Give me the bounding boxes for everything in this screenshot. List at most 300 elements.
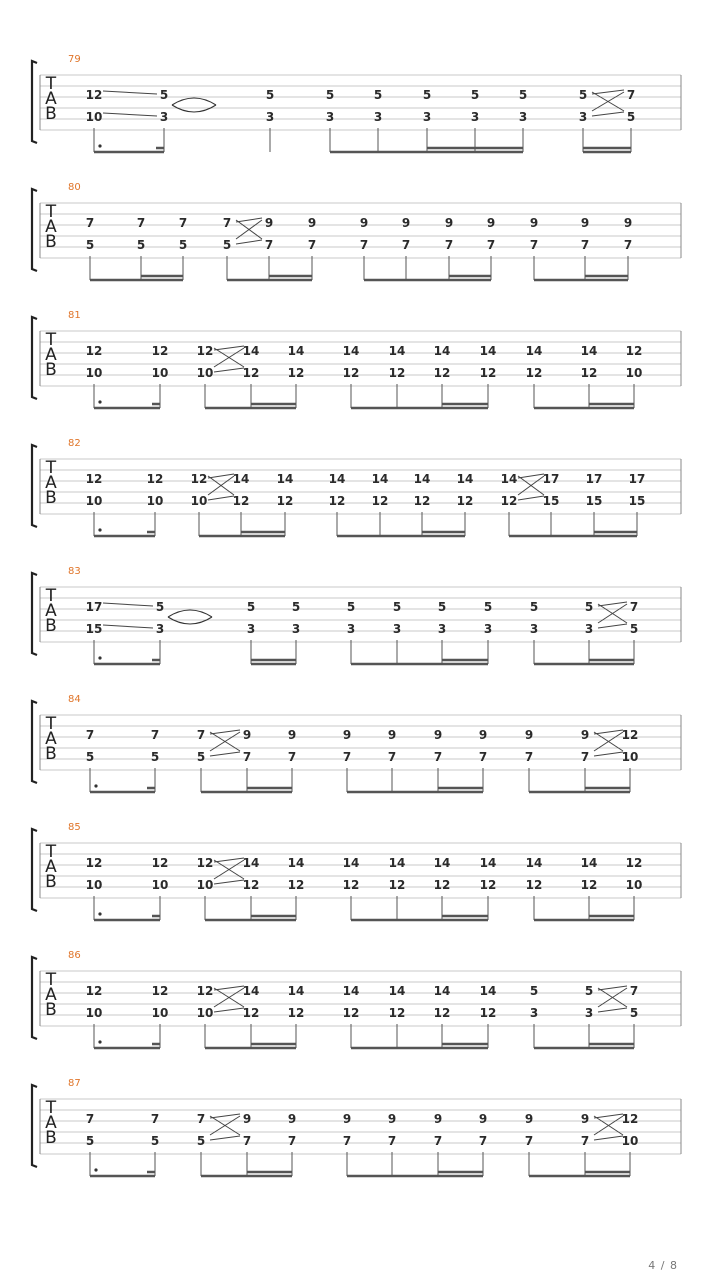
- fret-number: 7: [486, 238, 496, 252]
- fret-number: 12: [456, 494, 474, 508]
- fret-number: 9: [478, 1112, 488, 1126]
- fret-number: 17: [585, 472, 603, 486]
- fret-number: 12: [479, 878, 497, 892]
- system-bracket: [32, 829, 37, 911]
- fret-number: 5: [483, 600, 493, 614]
- slide-line: [592, 112, 624, 116]
- fret-number: 9: [433, 728, 443, 742]
- fret-number: 12: [388, 878, 406, 892]
- fret-number: 5: [196, 1134, 206, 1148]
- measure-number: 86: [68, 950, 81, 961]
- fret-number: 9: [433, 1112, 443, 1126]
- fret-number: 7: [387, 750, 397, 764]
- fret-number: 12: [621, 1112, 639, 1126]
- fret-number: 7: [85, 1112, 95, 1126]
- fret-number: 12: [196, 984, 214, 998]
- fret-number: 5: [150, 750, 160, 764]
- measure-number: 87: [68, 1078, 81, 1089]
- fret-number: 9: [580, 1112, 590, 1126]
- fret-number: 12: [433, 878, 451, 892]
- tie-arc: [172, 98, 216, 105]
- fret-number: 5: [437, 600, 447, 614]
- fret-number: 7: [222, 216, 232, 230]
- measure-number: 81: [68, 310, 81, 321]
- fret-number: 12: [287, 878, 305, 892]
- fret-number: 17: [542, 472, 560, 486]
- fret-number: 9: [307, 216, 317, 230]
- fret-number: 14: [328, 472, 346, 486]
- fret-number: 5: [518, 88, 528, 102]
- fret-number: 14: [242, 344, 260, 358]
- fret-number: 17: [85, 600, 103, 614]
- fret-number: 5: [265, 88, 275, 102]
- tab-clef-letter: B: [45, 360, 57, 380]
- tab-clef-letter: A: [45, 473, 57, 493]
- fret-number: 12: [580, 878, 598, 892]
- fret-number: 7: [529, 238, 539, 252]
- system-bracket: [32, 189, 37, 271]
- slide-line: [594, 1114, 623, 1118]
- fret-number: 12: [342, 878, 360, 892]
- tab-clef-letter: A: [45, 345, 57, 365]
- fret-number: 5: [373, 88, 383, 102]
- fret-number: 3: [437, 622, 447, 636]
- fret-number: 9: [478, 728, 488, 742]
- slide-line: [592, 90, 624, 94]
- fret-number: 9: [342, 728, 352, 742]
- measure-number: 82: [68, 438, 81, 449]
- fret-number: 7: [580, 1134, 590, 1148]
- system-bracket: [32, 317, 37, 399]
- fret-number: 14: [388, 984, 406, 998]
- tab-clef-letter: B: [45, 1128, 57, 1148]
- fret-number: 3: [265, 110, 275, 124]
- fret-number: 12: [580, 366, 598, 380]
- fret-number: 7: [580, 238, 590, 252]
- fret-number: 3: [578, 110, 588, 124]
- fret-number: 5: [85, 750, 95, 764]
- fret-number: 12: [479, 1006, 497, 1020]
- fret-number: 12: [328, 494, 346, 508]
- tab-clef-letter: A: [45, 729, 57, 749]
- fret-number: 3: [325, 110, 335, 124]
- dot: [98, 400, 101, 403]
- slide-line: [103, 603, 153, 606]
- tab-clef-letter: T: [45, 74, 57, 94]
- fret-number: 14: [433, 856, 451, 870]
- slide-line: [594, 752, 623, 756]
- tab-clef-letter: B: [45, 744, 57, 764]
- tab-clef-letter: A: [45, 1113, 57, 1133]
- fret-number: 5: [85, 238, 95, 252]
- tab-clef-letter: T: [45, 1098, 57, 1118]
- fret-number: 10: [190, 494, 208, 508]
- fret-number: 5: [422, 88, 432, 102]
- slide-line: [103, 113, 157, 116]
- fret-number: 12: [413, 494, 431, 508]
- fret-number: 5: [584, 600, 594, 614]
- slide-line: [518, 474, 544, 478]
- system-bracket: [32, 701, 37, 783]
- fret-number: 5: [155, 600, 165, 614]
- fret-number: 9: [287, 1112, 297, 1126]
- fret-number: 14: [433, 984, 451, 998]
- slide-line: [210, 1136, 240, 1140]
- fret-number: 7: [629, 984, 639, 998]
- tab-clef-letter: B: [45, 872, 57, 892]
- fret-number: 12: [625, 344, 643, 358]
- fret-number: 5: [178, 238, 188, 252]
- fret-number: 3: [584, 622, 594, 636]
- fret-number: 12: [85, 344, 103, 358]
- measure-number: 83: [68, 566, 81, 577]
- fret-number: 14: [413, 472, 431, 486]
- slide-line: [594, 1136, 623, 1140]
- dot: [98, 144, 101, 147]
- fret-number: 15: [628, 494, 646, 508]
- fret-number: 9: [401, 216, 411, 230]
- dot: [94, 1168, 97, 1171]
- slide-line: [103, 91, 157, 94]
- slide-line: [214, 858, 244, 862]
- fret-number: 7: [264, 238, 274, 252]
- fret-number: 9: [524, 728, 534, 742]
- fret-number: 7: [242, 1134, 252, 1148]
- fret-number: 12: [625, 856, 643, 870]
- fret-number: 5: [246, 600, 256, 614]
- slide-line: [214, 368, 244, 372]
- fret-number: 9: [529, 216, 539, 230]
- fret-number: 9: [359, 216, 369, 230]
- fret-number: 7: [196, 1112, 206, 1126]
- fret-number: 10: [85, 494, 103, 508]
- tab-system: [32, 310, 681, 408]
- fret-number: 5: [584, 984, 594, 998]
- fret-number: 17: [628, 472, 646, 486]
- fret-number: 7: [478, 1134, 488, 1148]
- slide-line: [598, 624, 627, 628]
- tab-clef-letter: B: [45, 488, 57, 508]
- measure-number: 85: [68, 822, 81, 833]
- fret-number: 14: [388, 856, 406, 870]
- fret-number: 5: [392, 600, 402, 614]
- fret-number: 7: [626, 88, 636, 102]
- fret-number: 3: [470, 110, 480, 124]
- dot: [98, 912, 101, 915]
- fret-number: 7: [524, 750, 534, 764]
- fret-number: 10: [85, 110, 103, 124]
- fret-number: 3: [529, 622, 539, 636]
- fret-number: 5: [196, 750, 206, 764]
- fret-number: 7: [307, 238, 317, 252]
- fret-number: 7: [623, 238, 633, 252]
- fret-number: 7: [85, 216, 95, 230]
- fret-number: 7: [178, 216, 188, 230]
- fret-number: 9: [524, 1112, 534, 1126]
- fret-number: 10: [196, 366, 214, 380]
- fret-number: 12: [287, 1006, 305, 1020]
- fret-number: 5: [529, 600, 539, 614]
- tab-clef-letter: T: [45, 714, 57, 734]
- fret-number: 14: [433, 344, 451, 358]
- fret-number: 7: [342, 1134, 352, 1148]
- fret-number: 10: [85, 366, 103, 380]
- fret-number: 14: [287, 984, 305, 998]
- fret-number: 10: [621, 1134, 639, 1148]
- fret-number: 12: [85, 984, 103, 998]
- system-bracket: [32, 573, 37, 655]
- fret-number: 7: [433, 1134, 443, 1148]
- fret-number: 7: [136, 216, 146, 230]
- fret-number: 12: [525, 366, 543, 380]
- tab-clef-letter: T: [45, 330, 57, 350]
- tab-clef-letter: B: [45, 616, 57, 636]
- fret-number: 5: [150, 1134, 160, 1148]
- fret-number: 12: [85, 88, 103, 102]
- tab-clef-letter: B: [45, 1000, 57, 1020]
- fret-number: 3: [155, 622, 165, 636]
- fret-number: 14: [479, 856, 497, 870]
- fret-number: 12: [621, 728, 639, 742]
- fret-number: 7: [433, 750, 443, 764]
- page-number: 4 / 8: [648, 1259, 678, 1272]
- fret-number: 5: [629, 1006, 639, 1020]
- system-bracket: [32, 445, 37, 527]
- measure-number: 79: [68, 54, 81, 65]
- tab-clef-letter: A: [45, 89, 57, 109]
- fret-number: 12: [151, 344, 169, 358]
- fret-number: 10: [151, 1006, 169, 1020]
- fret-number: 10: [85, 878, 103, 892]
- fret-number: 14: [232, 472, 250, 486]
- fret-number: 10: [196, 1006, 214, 1020]
- tab-system: [32, 182, 681, 280]
- fret-number: 12: [276, 494, 294, 508]
- tab-clef-letter: T: [45, 970, 57, 990]
- fret-number: 12: [433, 366, 451, 380]
- fret-number: 7: [629, 600, 639, 614]
- fret-number: 12: [388, 1006, 406, 1020]
- tab-clef-letter: A: [45, 601, 57, 621]
- tab-clef-letter: T: [45, 458, 57, 478]
- slide-line: [214, 880, 244, 884]
- fret-number: 7: [401, 238, 411, 252]
- slide-line: [210, 730, 240, 734]
- tie-arc: [168, 610, 212, 617]
- fret-number: 7: [150, 728, 160, 742]
- fret-number: 9: [287, 728, 297, 742]
- fret-number: 12: [388, 366, 406, 380]
- slide-line: [103, 625, 153, 628]
- fret-number: 9: [623, 216, 633, 230]
- slide-line: [598, 602, 627, 606]
- fret-number: 15: [85, 622, 103, 636]
- fret-number: 9: [486, 216, 496, 230]
- fret-number: 12: [433, 1006, 451, 1020]
- fret-number: 12: [190, 472, 208, 486]
- fret-number: 10: [625, 366, 643, 380]
- slide-line: [214, 346, 244, 350]
- fret-number: 14: [388, 344, 406, 358]
- fret-number: 14: [242, 856, 260, 870]
- fret-number: 5: [85, 1134, 95, 1148]
- fret-number: 14: [242, 984, 260, 998]
- fret-number: 12: [342, 1006, 360, 1020]
- tab-clef-letter: T: [45, 842, 57, 862]
- fret-number: 7: [287, 750, 297, 764]
- tab-clef-letter: B: [45, 104, 57, 124]
- fret-number: 12: [151, 856, 169, 870]
- fret-number: 12: [342, 366, 360, 380]
- fret-number: 12: [146, 472, 164, 486]
- fret-number: 3: [584, 1006, 594, 1020]
- fret-number: 14: [580, 344, 598, 358]
- fret-number: 14: [525, 344, 543, 358]
- measure-number: 84: [68, 694, 81, 705]
- slide-line: [598, 986, 627, 990]
- system-bracket: [32, 1085, 37, 1167]
- tab-clef-letter: T: [45, 202, 57, 222]
- fret-number: 3: [518, 110, 528, 124]
- fret-number: 12: [287, 366, 305, 380]
- fret-number: 14: [371, 472, 389, 486]
- fret-number: 12: [85, 856, 103, 870]
- tab-system: [32, 1078, 681, 1176]
- fret-number: 12: [85, 472, 103, 486]
- slide-line: [208, 496, 234, 500]
- fret-number: 9: [580, 216, 590, 230]
- fret-number: 7: [196, 728, 206, 742]
- fret-number: 14: [580, 856, 598, 870]
- fret-number: 7: [287, 1134, 297, 1148]
- fret-number: 7: [85, 728, 95, 742]
- fret-number: 7: [524, 1134, 534, 1148]
- fret-number: 12: [242, 366, 260, 380]
- fret-number: 7: [150, 1112, 160, 1126]
- slide-line: [208, 474, 234, 478]
- fret-number: 3: [373, 110, 383, 124]
- tab-clef-letter: B: [45, 232, 57, 252]
- fret-number: 12: [479, 366, 497, 380]
- fret-number: 15: [585, 494, 603, 508]
- fret-number: 5: [578, 88, 588, 102]
- fret-number: 14: [342, 984, 360, 998]
- fret-number: 9: [387, 728, 397, 742]
- tab-clef-letter: A: [45, 217, 57, 237]
- fret-number: 3: [159, 110, 169, 124]
- fret-number: 10: [625, 878, 643, 892]
- fret-number: 7: [478, 750, 488, 764]
- fret-number: 5: [626, 110, 636, 124]
- fret-number: 9: [444, 216, 454, 230]
- tab-system: [32, 822, 681, 920]
- fret-number: 9: [242, 728, 252, 742]
- fret-number: 5: [291, 600, 301, 614]
- fret-number: 14: [479, 984, 497, 998]
- fret-number: 10: [621, 750, 639, 764]
- tab-clef-letter: T: [45, 586, 57, 606]
- slide-line: [518, 496, 544, 500]
- slide-line: [594, 730, 623, 734]
- fret-number: 12: [232, 494, 250, 508]
- dot: [98, 1040, 101, 1043]
- fret-number: 9: [580, 728, 590, 742]
- fret-number: 14: [342, 856, 360, 870]
- slide-line: [236, 240, 262, 244]
- fret-number: 12: [525, 878, 543, 892]
- fret-number: 3: [346, 622, 356, 636]
- slide-line: [214, 986, 244, 990]
- fret-number: 5: [529, 984, 539, 998]
- fret-number: 14: [525, 856, 543, 870]
- slide-line: [210, 1114, 240, 1118]
- fret-number: 9: [264, 216, 274, 230]
- fret-number: 7: [444, 238, 454, 252]
- tab-clef-letter: A: [45, 985, 57, 1005]
- fret-number: 14: [500, 472, 518, 486]
- dot: [94, 784, 97, 787]
- system-bracket: [32, 957, 37, 1039]
- tab-system: [32, 566, 681, 664]
- fret-number: 5: [470, 88, 480, 102]
- fret-number: 14: [342, 344, 360, 358]
- fret-number: 5: [136, 238, 146, 252]
- fret-number: 10: [146, 494, 164, 508]
- fret-number: 3: [483, 622, 493, 636]
- fret-number: 12: [500, 494, 518, 508]
- fret-number: 10: [151, 366, 169, 380]
- fret-number: 14: [456, 472, 474, 486]
- fret-number: 7: [242, 750, 252, 764]
- fret-number: 5: [325, 88, 335, 102]
- slide-line: [236, 218, 262, 222]
- fret-number: 7: [342, 750, 352, 764]
- fret-number: 7: [580, 750, 590, 764]
- measure-number: 80: [68, 182, 81, 193]
- fret-number: 3: [246, 622, 256, 636]
- fret-number: 14: [276, 472, 294, 486]
- fret-number: 3: [291, 622, 301, 636]
- fret-number: 15: [542, 494, 560, 508]
- dot: [98, 528, 101, 531]
- fret-number: 10: [85, 1006, 103, 1020]
- slide-line: [214, 1008, 244, 1012]
- fret-number: 9: [242, 1112, 252, 1126]
- tab-system: [32, 694, 681, 792]
- fret-number: 12: [371, 494, 389, 508]
- tab-system: [32, 950, 681, 1048]
- slide-line: [598, 1008, 627, 1012]
- fret-number: 12: [196, 856, 214, 870]
- fret-number: 12: [242, 1006, 260, 1020]
- fret-number: 7: [359, 238, 369, 252]
- tab-system: [32, 438, 681, 536]
- fret-number: 3: [392, 622, 402, 636]
- tab-system: [32, 54, 681, 152]
- fret-number: 5: [159, 88, 169, 102]
- fret-number: 10: [151, 878, 169, 892]
- fret-number: 9: [387, 1112, 397, 1126]
- dot: [98, 656, 101, 659]
- fret-number: 12: [196, 344, 214, 358]
- tab-clef-letter: A: [45, 857, 57, 877]
- fret-number: 3: [529, 1006, 539, 1020]
- fret-number: 5: [629, 622, 639, 636]
- fret-number: 7: [387, 1134, 397, 1148]
- fret-number: 14: [287, 856, 305, 870]
- fret-number: 9: [342, 1112, 352, 1126]
- fret-number: 3: [422, 110, 432, 124]
